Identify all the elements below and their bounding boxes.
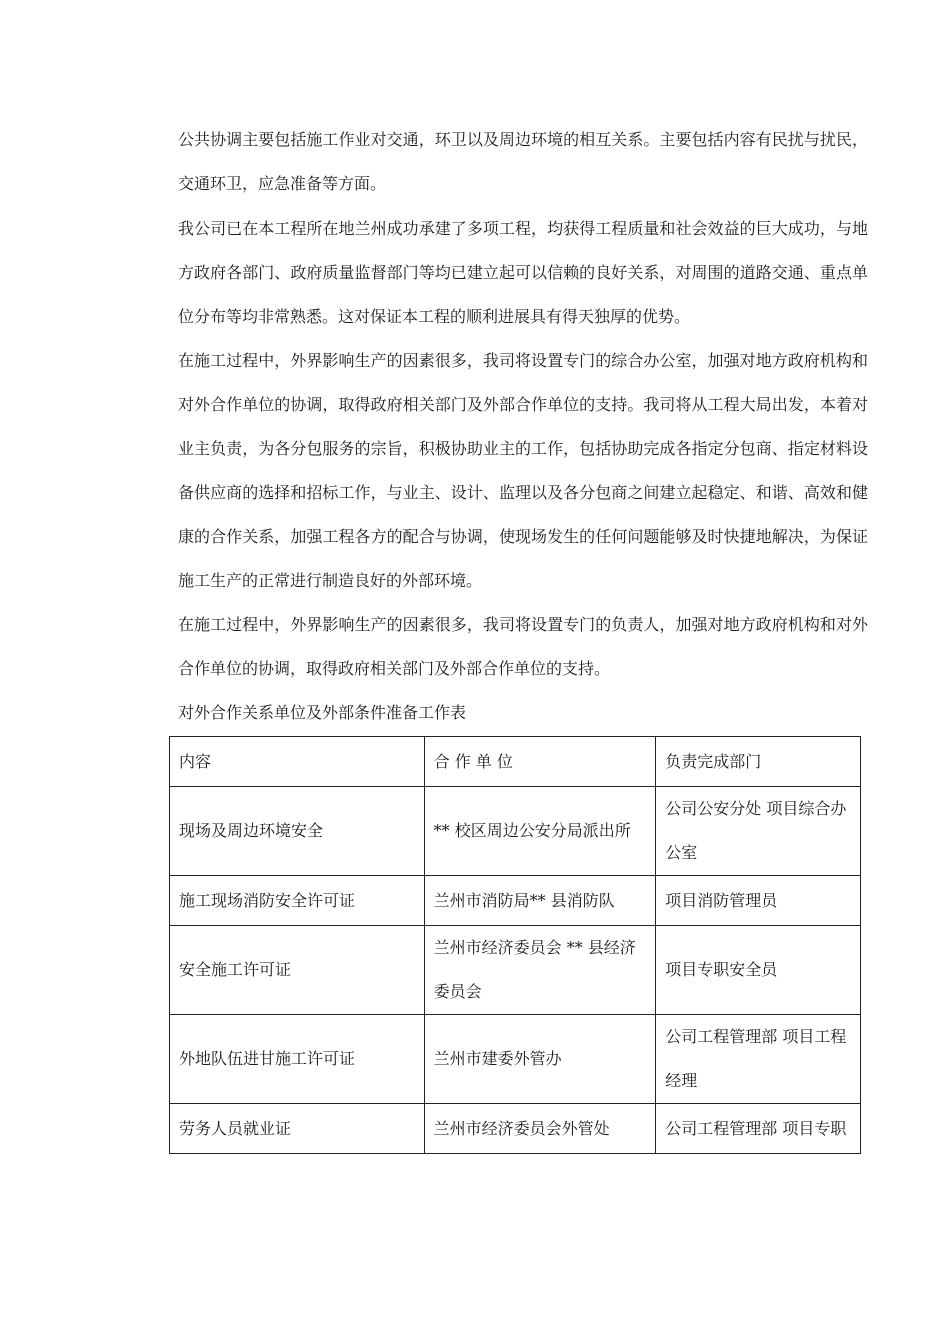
cell-partner: ** 校区周边公安分局派出所: [424, 787, 656, 876]
header-partner: 合 作 单 位: [424, 737, 656, 787]
header-department: 负责完成部门: [656, 737, 861, 787]
cell-department: 项目消防管理员: [656, 876, 861, 926]
table-header-row: [170, 737, 861, 787]
cell-content: 安全施工许可证: [170, 926, 425, 1015]
cell-content: 现场及周边环境安全: [170, 787, 425, 876]
cell-partner: 兰州市经济委员会 ** 县经济委员会: [424, 926, 656, 1015]
cooperation-table: [169, 736, 861, 1154]
document-page: [178, 118, 868, 1154]
table-row: [170, 1015, 861, 1104]
paragraph-responsible-person: 在施工过程中，外界影响生产的因素很多，我司将设置专门的负责人，加强对地方政府机构和对外合作单位的协调，取得政府相关部门及外部合作单位的支持。: [178, 615, 868, 678]
cell-department: 公司工程管理部 项目专职: [656, 1104, 861, 1154]
cell-content: 施工现场消防安全许可证: [170, 876, 425, 926]
cell-department: 项目专职安全员: [656, 926, 861, 1015]
cell-content: 劳务人员就业证: [170, 1104, 425, 1154]
paragraph-company-experience: 我公司已在本工程所在地兰州成功承建了多项工程，均获得工程质量和社会效益的巨大成功，与地方政府各部门、政府质量监督部门等均已建立起可以信赖的良好关系，对周围的道路交通、重点单位分布等均非常熟悉。这对保证本工程的顺利进展具有得天独厚的优势。: [178, 219, 868, 326]
table-row: [170, 876, 861, 926]
paragraph-office-coordination: 在施工过程中，外界影响生产的因素很多，我司将设置专门的综合办公室，加强对地方政府机构和对外合作单位的协调，取得政府相关部门及外部合作单位的支持。我司将从工程大局出发，本着对业主负责，为各分包服务的宗旨，积极协助业主的工作，包括协助完成各指定分包商、指定材料设备供应商的选择和招标工作，与业主、设计、监理以及各分包商之间建立起稳定、和谐、高效和健康的合作关系，加强工程各方的配合与协调，使现场发生的任何问题能够及时快捷地解决，为保证施工生产的正常进行制造良好的外部环境。: [178, 351, 868, 590]
table-row: [170, 1104, 861, 1154]
cell-department: 公司公安分处 项目综合办公室: [656, 787, 861, 876]
cell-partner: 兰州市经济委员会外管处: [424, 1104, 656, 1154]
cell-partner: 兰州市建委外管办: [424, 1015, 656, 1104]
table-row: [170, 787, 861, 876]
table-row: [170, 926, 861, 1015]
header-content: 内容: [170, 737, 425, 787]
cell-department: 公司工程管理部 项目工程经理: [656, 1015, 861, 1104]
cell-content: 外地队伍进甘施工许可证: [170, 1015, 425, 1104]
table-caption: 对外合作关系单位及外部条件准备工作表: [178, 703, 467, 722]
paragraph-public-coordination: 公共协调主要包括施工作业对交通，环卫以及周边环境的相互关系。主要包括内容有民扰与扰民，交通环卫，应急准备等方面。: [178, 130, 868, 193]
cell-partner: 兰州市消防局** 县消防队: [424, 876, 656, 926]
